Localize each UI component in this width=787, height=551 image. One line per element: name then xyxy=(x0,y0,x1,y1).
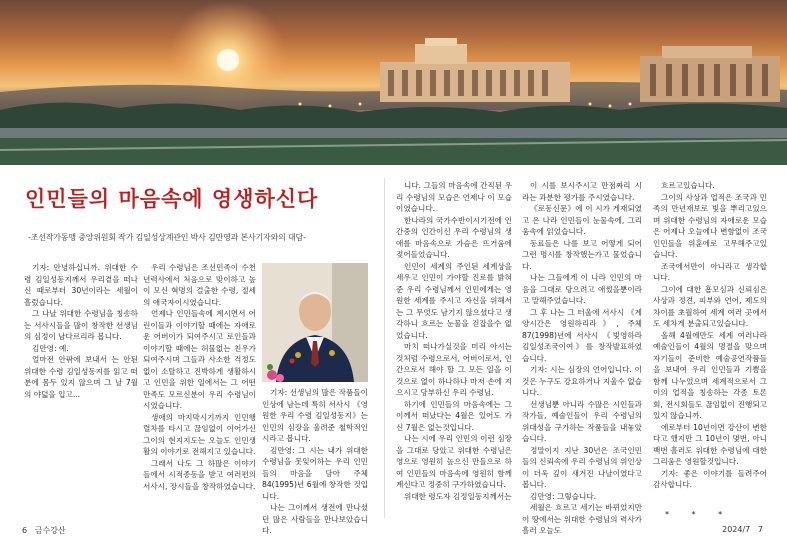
publication-name: 금수강산 xyxy=(34,526,66,535)
paragraph: 기자: 좋은 이야기를 들려주어 감사합니다. xyxy=(653,468,767,489)
paragraph: 기자: 선생님의 많은 작품들이 인상에 남는데 특히 서사시 《영원한 우리 수령 김일성동지》는 인민의 심장을 울려준 철학적인 시라고 봅니다. xyxy=(262,388,368,443)
portrait-illustration xyxy=(262,263,368,382)
palace-panorama xyxy=(0,0,787,165)
article-subtitle: -조선작가동맹 중앙위원회 작가 김일성상계관인 박사 김만영과 본사기자와의 대담- xyxy=(28,233,306,242)
paragraph: 정말이지 지난 30년은 조국인민들의 신뢰속에 우리 수령님의 위인상이 더욱 깊이 새겨진 나날이였다고 봅니다. xyxy=(522,445,642,489)
page-number-right: 7 xyxy=(757,525,763,534)
paragraph: 김만영: 그렇습니다. xyxy=(530,491,597,501)
paragraph: 흐르고있습니다. xyxy=(661,181,715,190)
paragraph: 올해 4월에만도 세계 여러나라 예술인들이 4월의 명절을 맞으며 자기들이 준비한 예술공연작품들을 보내여 우리 인민들과 기쁨을 함께 나누었으며 세계적으로서 그이의 업적을 칭송하는 각종 토론회, 전시회들도 끊임없이 진행되고있지 않습니까. xyxy=(653,330,767,420)
page-number-left: 6 xyxy=(22,526,28,535)
paragraph: 하기에 인민들의 마음속에는 그이께서 떠났다는 4월은 있어도 가신 7월은 없는것입니다. xyxy=(396,399,512,432)
paragraph: 김만영: 예. xyxy=(32,343,69,353)
paragraph: 언제나 인민들속에 계시면서 어린이들과 이야기할 때에는 자애로운 어버이가 되여주시고 로인들과 이야기할 때에는 허물없는 친우가 되여주시며 그들과 사소한 걱정도 없이 소탈하고 진박하게 생활하시고 인민을 위한 일에서는 그 어떤 만족도 모르신분이 우리 수령님이시였습니다. xyxy=(143,309,256,410)
paragraph: 나는 그들에게 이 나라 인민의 마음을 그대로 당으려고 애썼을뿐이라고 말해주었습니다. xyxy=(522,273,642,305)
issue-date: 2024/7 xyxy=(722,525,751,534)
paragraph: 기자: 시는 심장의 언어입니다. 이것은 누구도 강요하거나 지울수 없습니다. xyxy=(522,365,642,397)
article-title: 인민들의 마음속에 영생하신다 xyxy=(25,187,319,211)
paragraph: 인민이 세계의 주인된 세계상을 세우고 인민이 가야할 진로를 밝혀준 우리 수령님께서 인민에게는 영원한 세계를 주시고 자신을 위해서는 그 무엇도 남기지 않으셨다고 생각하니 흐르는 눈물을 걷잡을수 없었습니다. xyxy=(396,261,512,340)
paragraph: 동료들은 나를 보고 어떻게 되어 그런 명시를 창작했는가고 물었습니다. xyxy=(522,238,642,271)
paragraph: 나는 그이께서 생전에 만나셨던 많은 사람들을 만나보았습니다. xyxy=(262,503,368,535)
paragraph: 얼마전 안팎에 보내서 는 안된 위대한 수령 김일성동지를 읽고 떠분에 몸두 있지 않으며 그 날 7월의 야덟을 입고... xyxy=(24,355,138,399)
portrait-photo xyxy=(262,263,368,382)
paragraph: 그이에 대한 흠모심과 신뢰심은 사상과 정견, 피부와 언어, 제도의 차이를 초월하여 세계 여러 곳에서도 세차게 분출되고있습니다. xyxy=(653,284,767,328)
text-column-6 xyxy=(653,180,767,491)
hero-photo xyxy=(0,0,787,165)
end-mark: * * * xyxy=(665,510,733,519)
paragraph: 기자: 안녕하십니까. 위대한 수령 김일성동지께서 우리곁을 떠나신 때로부터 30년이라는 세월이 흘렀습니다. xyxy=(24,263,138,307)
paragraph: 세월은 흐르고 세기는 바뀌었지만 이 땅에서는 위대한 수령님의 력사가 흘러 오늘도 xyxy=(522,503,642,535)
paragraph: 그 나날 위대한 수령님을 칭송하는 서사시들을 많이 창작한 선생님의 심정이 남다르리라 봅니다. xyxy=(24,309,138,341)
paragraph: 에로부터 10년이면 강산이 변한다고 했지만 그 10년이 몇번, 아니 백번 흘러도 위대한 수령님에 대한 그리움은 영원할것입니다. xyxy=(653,422,767,466)
paragraph: 니다. 그들의 마음속에 간직된 우리 수령님의 모습은 언제나 이 모습이였습니다. xyxy=(396,181,512,213)
paragraph: 마치 떠나가실것을 미리 아시는것처럼 수령으로서, 어버이로서, 인간으로서 해야 할 그 모든 일을 이것으로 없이 하나하나 마저 손에 지으시고 당부하신 우리 수령님. xyxy=(396,342,512,397)
paragraph: 우리 수령님은 조선민족이 수천년력사에서 처음으로 맞이하고 높이 모신 혁명의 걸출한 수령, 절세의 애국자이시였습니다. xyxy=(143,263,256,307)
paragraph: 생애의 마지막시기까지 인민행렬차를 타시고 끊임없이 이어가신 그이의 현지지도는 오늘도 인민생활의 이야기로 전해지고 있습니다. xyxy=(143,412,256,456)
paragraph: 선생님뿐 아니라 수많은 시인들과 작가들, 예술인들이 우리 수령님의 위대성을 구가하는 작품들을 내놓았습니다. xyxy=(522,399,642,443)
paragraph: 위대한 령도자 김정일동지께서는 xyxy=(404,491,512,501)
paragraph: 그 후 나는 그 터울에 서사시 《계양시간은 영원하리라》, 주체87(1998)년에 서사시 《빛영하라 김일성조국이여》를 창작발표하였습니다. xyxy=(522,307,642,363)
paragraph: 이 시를 보시주시고 만점짜리 시라는 과분한 평가를 주시였습니다. xyxy=(522,181,642,202)
text-column-3 xyxy=(262,387,368,537)
paragraph: 김만영: 그 시는 내가 위대한 수령님을 못잊어하는 우리 인민들의 마음을 담아 주체84(1995)년 6월에 창작한 것입니다. xyxy=(262,445,368,501)
paragraph: 나는 시에 우리 인민의 이런 심장을 그대로 당았고 위대한 수령님은 영으로 영원히 높으신 만들으로 하여 인민들의 마음속에 영원히 함께 계신다고 정중히 구가하였습니다. xyxy=(396,434,512,489)
paragraph: 조국에서만이 아니라고 생각합니다. xyxy=(653,261,767,282)
footer-left xyxy=(22,525,66,536)
paragraph: 한나라의 국가수반이시기전에 인간중의 인간이신 우리 수령님의 생애를 마음속으로 가슴은 뜨거움에 젖어들었습니다. xyxy=(396,215,512,259)
page-gutter xyxy=(384,178,385,518)
paragraph: 그이의 사상과 업적은 조국과 민족의 만년재보로 빛을 뿌리고있으며 위대한 수령님의 자애로운 모습은 어제나 오늘에나 변함없이 조국인민들을 위훈에로 고무해주고있습니다. xyxy=(653,192,767,259)
paragraph: 그래서 나도 그 하많은 이야기들에서 시적종동을 받고 여러편의 서사시, 장시들을 창작하였습니다. xyxy=(143,458,256,491)
text-column-2 xyxy=(143,262,256,492)
text-column-4 xyxy=(396,180,512,502)
text-column-1 xyxy=(24,262,138,400)
text-column-5 xyxy=(522,180,642,537)
paragraph: 《로동신문》에 이 시가 게재되였고 온 나라 인민들이 눈물속에, 그리움속에 읽었습니다. xyxy=(522,204,642,236)
footer-right xyxy=(722,525,763,534)
